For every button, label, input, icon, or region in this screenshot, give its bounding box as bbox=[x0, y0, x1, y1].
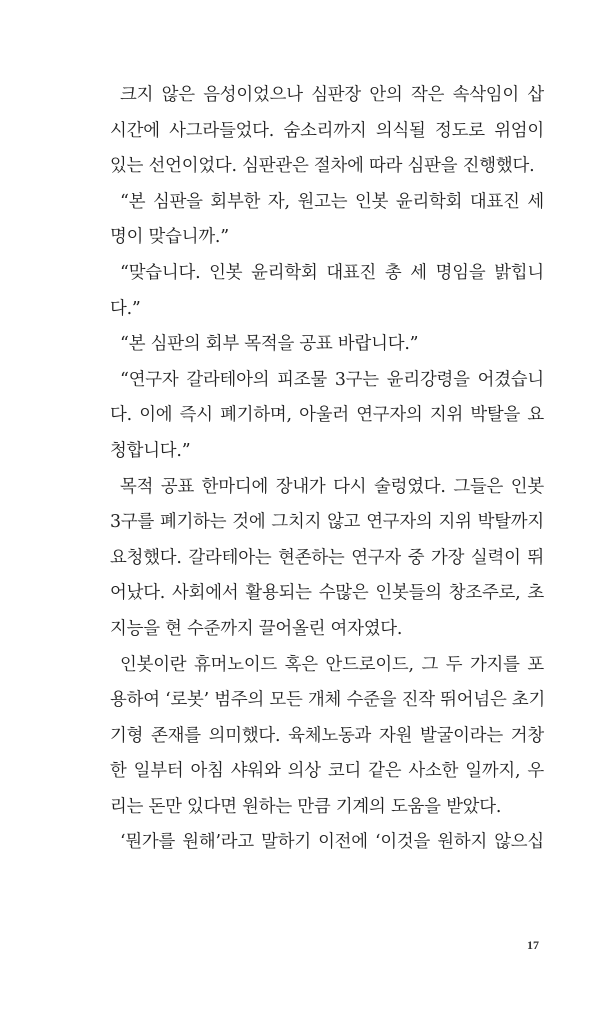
text-line: 있는 선언이었다. 심판관은 절차에 따라 심판을 진행했다. bbox=[110, 156, 535, 177]
text-line: ‘뭔가를 원해’라고 말하기 이전에 ‘이것을 원하지 않으십 bbox=[120, 832, 544, 853]
text-line: 크지 않은 음성이었으나 심판장 안의 작은 속삭임이 삽 bbox=[120, 85, 544, 105]
text-line: 목적 공표 한마디에 장내가 다시 술렁였다. 그들은 인봇 bbox=[120, 476, 544, 497]
text-line: 지능을 현 수준까지 끌어올린 여자였다. bbox=[110, 618, 403, 639]
text-line: 3구를 폐기하는 것에 그치지 않고 연구자의 지위 박탈까지 bbox=[110, 512, 544, 533]
text-line: 시간에 사그라들었다. 숨소리까지 의식될 정도로 위엄이 bbox=[110, 120, 544, 141]
text-line: “연구자 갈라테아의 피조물 3구는 윤리강령을 어겼습니 bbox=[120, 369, 544, 390]
text-line: 어났다. 사회에서 활용되는 수많은 인봇들의 창조주로, 초 bbox=[110, 583, 544, 604]
text-line: 명이 맞습니까.” bbox=[110, 227, 229, 248]
text-line: 한 일부터 아침 샤워와 의상 코디 같은 사소한 일까지, 우 bbox=[110, 761, 544, 782]
text-line: 청합니다.” bbox=[110, 440, 191, 461]
text-line: 리는 돈만 있다면 원하는 만큼 기계의 도움을 받았다. bbox=[110, 796, 502, 817]
page-number: 17 bbox=[527, 938, 539, 952]
text-line: 다.” bbox=[110, 298, 141, 319]
text-line: 기형 존재를 의미했다. 육체노동과 자원 발굴이라는 거창 bbox=[110, 725, 544, 746]
text-line: “맞습니다. 인봇 윤리학회 대표진 총 세 명임을 밝힙니 bbox=[120, 262, 544, 283]
text-line: “본 심판을 회부한 자, 원고는 인봇 윤리학회 대표진 세 bbox=[120, 191, 544, 212]
body-text bbox=[110, 78, 544, 861]
text-line: 다. 이에 즉시 폐기하며, 아울러 연구자의 지위 박탈을 요 bbox=[110, 405, 544, 426]
text-line: “본 심판의 회부 목적을 공표 바랍니다.” bbox=[120, 334, 419, 355]
text-line: 요청했다. 갈라테아는 현존하는 연구자 중 가장 실력이 뛰 bbox=[110, 547, 544, 568]
text-line: 인봇이란 휴머노이드 혹은 안드로이드, 그 두 가지를 포 bbox=[120, 654, 544, 675]
text-line: 용하여 ‘로봇’ 범주의 모든 개체 수준을 진작 뛰어넘은 초기 bbox=[110, 690, 546, 711]
